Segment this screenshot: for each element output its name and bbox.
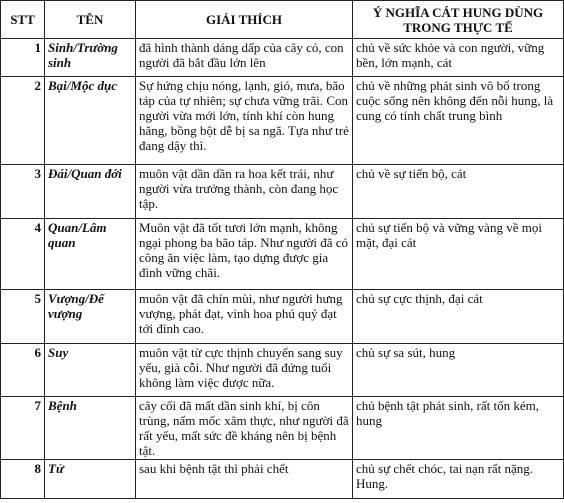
row-explanation: đã hình thành dáng dấp của cây cỏ, con người đã bắt đầu lớn lên <box>136 39 353 77</box>
row-meaning: chủ bệnh tật phát sinh, rất tốn kém, hung <box>353 397 564 460</box>
row-meaning: chủ về những phát sinh vô bổ trong cuộc sống nên không đến nỗi hung, là cung có tính chất trung bình <box>353 77 564 165</box>
header-stt: STT <box>1 1 45 39</box>
row-stt: 5 <box>1 290 45 344</box>
row-name: Bại/Mộc dục <box>45 77 136 165</box>
table-row <box>1 290 564 344</box>
header-row <box>1 1 564 39</box>
row-stt: 6 <box>1 344 45 397</box>
row-name: Quan/Lâm quan <box>45 219 136 290</box>
header-explanation: GIẢI THÍCH <box>136 1 353 39</box>
header-meaning <box>353 1 564 39</box>
row-meaning: chủ sự sa sút, hung <box>353 344 564 397</box>
row-stt: 2 <box>1 77 45 165</box>
row-explanation: muôn vật dần dần ra hoa kết trái, như người vừa trưởng thành, còn đang học tập. <box>136 165 353 219</box>
row-explanation: Muôn vật đã tốt tươi lớn mạnh, không ngại phong ba bão táp. Như người đã có công ăn việc làm, tạo dựng được gia đình vững chãi. <box>136 219 353 290</box>
row-meaning: chủ sự chết chóc, tai nạn rất nặng. Hung. <box>353 460 564 499</box>
row-name: Đái/Quan đới <box>45 165 136 219</box>
table-row <box>1 219 564 290</box>
row-explanation: cây cối đã mất dần sinh khí, bị côn trùng, nấm mốc xâm thực, như người đã rất yếu, mất sức đề kháng nên bị bệnh tật. <box>136 397 353 460</box>
row-name: Tử <box>45 460 136 499</box>
table-row <box>1 397 564 460</box>
row-name: Bệnh <box>45 397 136 460</box>
row-meaning: chủ sự cực thịnh, đại cát <box>353 290 564 344</box>
row-explanation: sau khi bệnh tật thì phải chết <box>136 460 353 499</box>
table-row <box>1 344 564 397</box>
table-row <box>1 165 564 219</box>
row-stt: 1 <box>1 39 45 77</box>
row-stt: 3 <box>1 165 45 219</box>
table-row <box>1 460 564 499</box>
row-meaning: chủ sự tiến bộ và vững vàng về mọi mặt, đại cát <box>353 219 564 290</box>
row-explanation: muôn vật từ cực thịnh chuyển sang suy yếu, già cỗi. Như người đã đứng tuổi không làm việc được nữa. <box>136 344 353 397</box>
header-name: TÊN <box>45 1 136 39</box>
row-meaning: chủ về sự tiến bộ, cát <box>353 165 564 219</box>
row-stt: 7 <box>1 397 45 460</box>
row-meaning: chủ về sức khỏe và con người, vững bền, lớn mạnh, cát <box>353 39 564 77</box>
row-stt: 4 <box>1 219 45 290</box>
row-name: Vượng/Đế vượng <box>45 290 136 344</box>
header-meaning-line2: TRONG THỰC TẾ <box>403 19 513 35</box>
row-stt: 8 <box>1 460 45 499</box>
row-name: Sinh/Trường sinh <box>45 39 136 77</box>
header-meaning-line1: Ý NGHĨA CÁT HUNG DÙNG <box>372 4 544 20</box>
row-explanation: muôn vật đã chín mùi, như người hưng vượng, phát đạt, vinh hoa phú quý đạt tới đỉnh cao. <box>136 290 353 344</box>
row-name: Suy <box>45 344 136 397</box>
table-row <box>1 39 564 77</box>
row-explanation: Sự hứng chịu nóng, lạnh, gió, mưa, bão táp của tự nhiên; sự chưa vững trãi. Con người vừa mới lớn, tính khí còn hung hăng, bồng bột dễ bị sa ngã. Tựa như trẻ đang dậy thì. <box>136 77 353 165</box>
table-row <box>1 77 564 165</box>
